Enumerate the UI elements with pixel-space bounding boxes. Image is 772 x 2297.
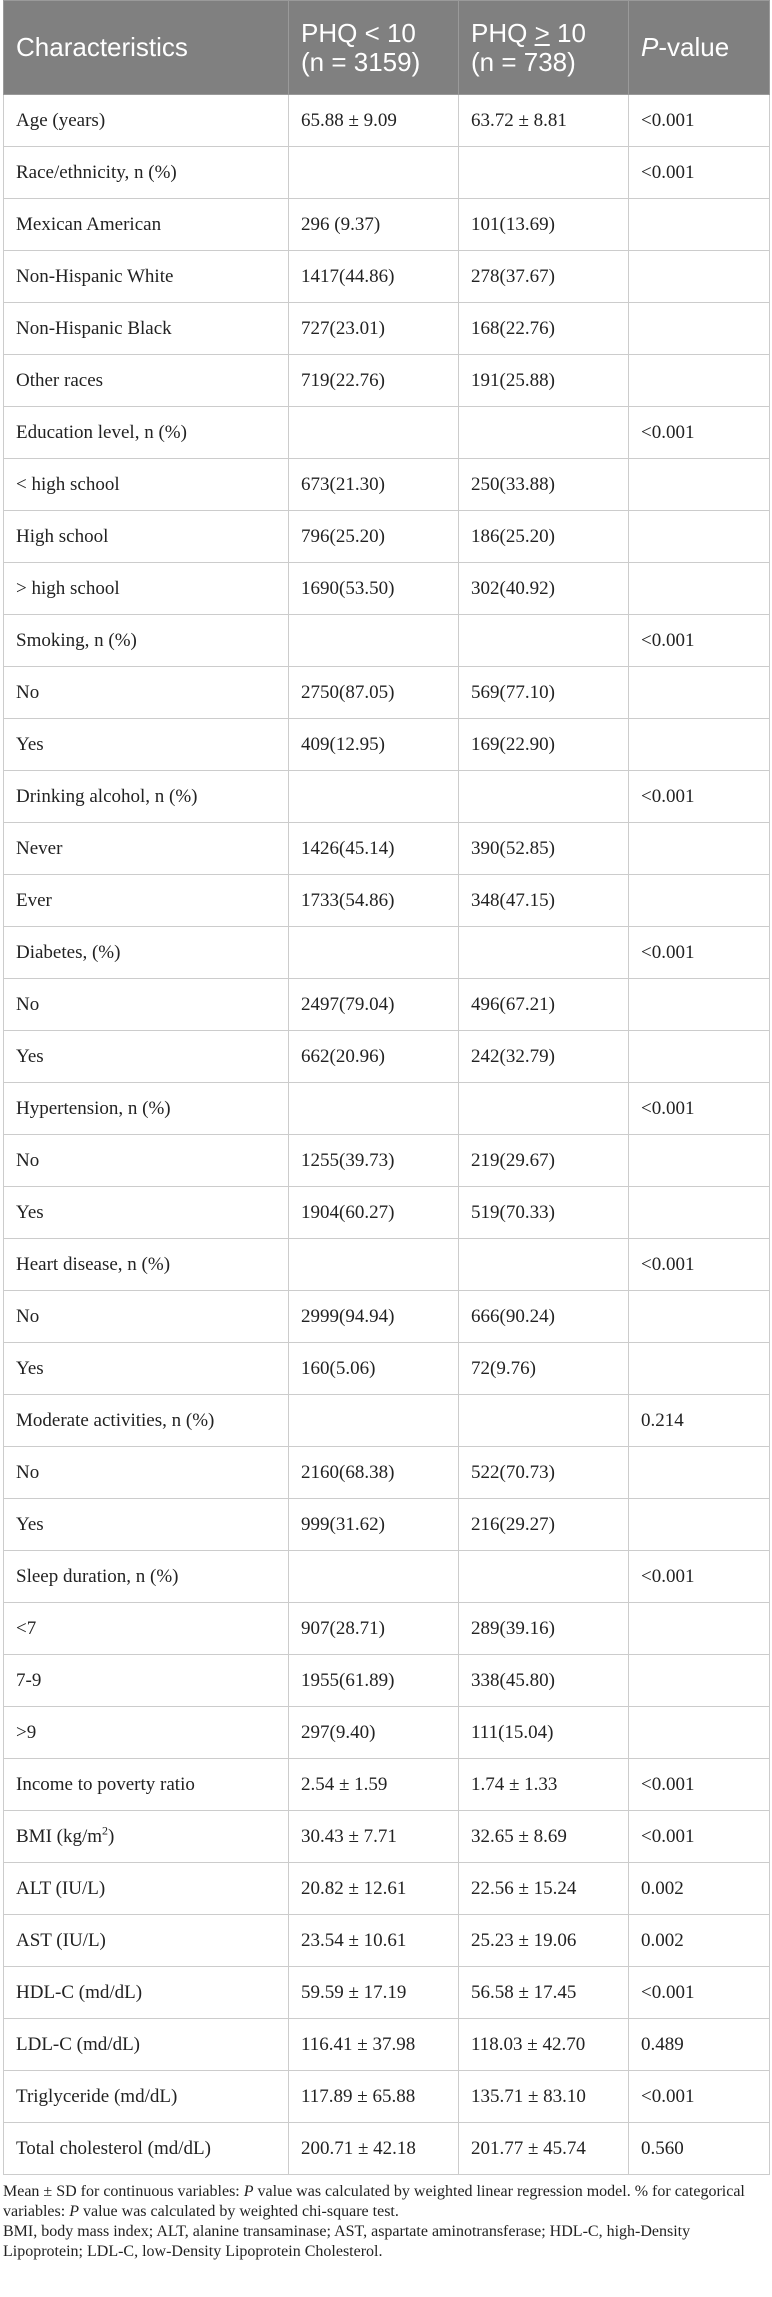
row-label (4, 875, 289, 927)
cell-p-value (629, 1135, 770, 1187)
cell-phq-lt-10 (289, 147, 459, 199)
row-label-end: ) (108, 1825, 115, 1847)
row-label (4, 1187, 289, 1239)
row-label (4, 1499, 289, 1551)
table-row (4, 1707, 770, 1759)
row-label (4, 1603, 289, 1655)
row-label-text: Drinking alcohol, n (%) (16, 785, 198, 807)
table-row (4, 1343, 770, 1395)
cell-phq-lt-10: 719(22.76) (289, 355, 459, 407)
cell-phq-ge-10 (459, 1083, 629, 1135)
row-label-text: < high school (16, 473, 120, 495)
cell-phq-lt-10 (289, 1551, 459, 1603)
cell-phq-ge-10: 390(52.85) (459, 823, 629, 875)
cell-phq-ge-10: 191(25.88) (459, 355, 629, 407)
cell-p-value (629, 979, 770, 1031)
footnote-1-p-italic: P (243, 2183, 254, 2200)
cell-p-value: <0.001 (629, 1759, 770, 1811)
header-phq-lt-10 (289, 1, 459, 95)
cell-phq-lt-10: 1733(54.86) (289, 875, 459, 927)
row-label (4, 1863, 289, 1915)
cell-phq-lt-10 (289, 771, 459, 823)
footnote-1-part-c: value was calculated by weighted chi-square test. (78, 2203, 399, 2220)
row-label-text: Race/ethnicity, n (%) (16, 161, 177, 183)
row-label-text: No (16, 993, 40, 1015)
cell-phq-lt-10: 23.54 ± 10.61 (289, 1915, 459, 1967)
row-label-text: Education level, n (%) (16, 421, 187, 443)
row-label (4, 1915, 289, 1967)
row-label-text: <7 (16, 1617, 37, 1639)
cell-phq-ge-10 (459, 771, 629, 823)
cell-p-value: <0.001 (629, 1083, 770, 1135)
header-phq-lt-10-line2: (n = 3159) (301, 46, 421, 77)
table-header (4, 1, 770, 95)
table-footnotes (3, 2175, 769, 2262)
cell-phq-ge-10: 242(32.79) (459, 1031, 629, 1083)
cell-p-value (629, 1031, 770, 1083)
table-row (4, 1395, 770, 1447)
table-row (4, 771, 770, 823)
row-label-text: Income to poverty ratio (16, 1773, 195, 1795)
row-label (4, 2019, 289, 2071)
table-row (4, 1863, 770, 1915)
row-label-text: Mexican American (16, 213, 162, 235)
cell-p-value (629, 1343, 770, 1395)
row-label-text: No (16, 1305, 40, 1327)
row-label (4, 615, 289, 667)
row-label-superscript: 2 (102, 1823, 109, 1838)
row-label (4, 823, 289, 875)
cell-phq-lt-10: 200.71 ± 42.18 (289, 2123, 459, 2175)
row-label-text: No (16, 1461, 40, 1483)
cell-phq-ge-10: 201.77 ± 45.74 (459, 2123, 629, 2175)
cell-p-value (629, 1603, 770, 1655)
row-label-text: Non-Hispanic Black (16, 317, 172, 339)
cell-phq-ge-10: 25.23 ± 19.06 (459, 1915, 629, 1967)
cell-phq-ge-10: 186(25.20) (459, 511, 629, 563)
cell-phq-lt-10: 59.59 ± 17.19 (289, 1967, 459, 2019)
cell-phq-ge-10: 22.56 ± 15.24 (459, 1863, 629, 1915)
cell-p-value: <0.001 (629, 147, 770, 199)
cell-phq-ge-10: 63.72 ± 8.81 (459, 95, 629, 147)
table-row (4, 1499, 770, 1551)
row-label (4, 251, 289, 303)
cell-phq-ge-10: 118.03 ± 42.70 (459, 2019, 629, 2071)
table-row (4, 251, 770, 303)
cell-phq-lt-10: 1426(45.14) (289, 823, 459, 875)
cell-p-value: 0.560 (629, 2123, 770, 2175)
characteristics-table (3, 0, 770, 2175)
row-label (4, 355, 289, 407)
cell-phq-lt-10: 1690(53.50) (289, 563, 459, 615)
cell-phq-lt-10: 1904(60.27) (289, 1187, 459, 1239)
header-p-rest: -value (658, 32, 730, 62)
table-row (4, 147, 770, 199)
cell-p-value (629, 1187, 770, 1239)
row-label (4, 1967, 289, 2019)
cell-p-value: <0.001 (629, 2071, 770, 2123)
cell-p-value: <0.001 (629, 1811, 770, 1863)
table-row (4, 2019, 770, 2071)
cell-p-value (629, 875, 770, 927)
header-phq-lt-10-line1: PHQ < 10 (301, 17, 416, 48)
table-row (4, 1655, 770, 1707)
row-label-text: Sleep duration, n (%) (16, 1565, 179, 1587)
row-label-text: Age (years) (16, 109, 106, 131)
row-label (4, 1551, 289, 1603)
table-row (4, 199, 770, 251)
row-label-text: Hypertension, n (%) (16, 1097, 171, 1119)
cell-phq-ge-10: 348(47.15) (459, 875, 629, 927)
cell-p-value: 0.002 (629, 1863, 770, 1915)
table-row (4, 407, 770, 459)
row-label-text: 7-9 (16, 1669, 42, 1691)
row-label-text: Yes (16, 1201, 44, 1223)
table-row (4, 2071, 770, 2123)
cell-p-value (629, 1447, 770, 1499)
table-row (4, 1811, 770, 1863)
header-phq-ge-10-prefix: PHQ (471, 17, 535, 48)
row-label (4, 1811, 289, 1863)
header-phq-ge-10-symbol: > (534, 17, 550, 48)
cell-p-value (629, 1707, 770, 1759)
row-label-text: > high school (16, 577, 120, 599)
table-row (4, 459, 770, 511)
cell-phq-ge-10 (459, 1551, 629, 1603)
header-row (4, 1, 770, 95)
cell-p-value (629, 459, 770, 511)
footnote-abbreviations: BMI, body mass index; ALT, alanine transaminase; AST, aspartate aminotransferase; HDL-C, high-Density Lipoprotein; LDL-C, low-Density Lipoprotein Cholesterol. (3, 2223, 691, 2260)
footnote-1-part-a: Mean ± SD for continuous variables: (3, 2183, 244, 2200)
header-p-value (629, 1, 770, 95)
row-label-text: BMI (kg/m (16, 1825, 103, 1847)
table-row (4, 1759, 770, 1811)
table-row (4, 1083, 770, 1135)
row-label-text: Yes (16, 1357, 44, 1379)
cell-p-value (629, 303, 770, 355)
row-label (4, 1343, 289, 1395)
table-document (3, 0, 769, 2262)
row-label (4, 1395, 289, 1447)
cell-phq-ge-10: 101(13.69) (459, 199, 629, 251)
cell-phq-lt-10: 1417(44.86) (289, 251, 459, 303)
row-label-text: Yes (16, 733, 44, 755)
cell-p-value (629, 1499, 770, 1551)
table-row (4, 511, 770, 563)
header-phq-ge-10-line2: (n = 738) (471, 46, 576, 77)
cell-phq-lt-10: 1955(61.89) (289, 1655, 459, 1707)
cell-phq-ge-10: 569(77.10) (459, 667, 629, 719)
cell-phq-ge-10: 338(45.80) (459, 1655, 629, 1707)
cell-phq-ge-10: 219(29.67) (459, 1135, 629, 1187)
cell-phq-ge-10: 302(40.92) (459, 563, 629, 615)
cell-p-value: <0.001 (629, 771, 770, 823)
cell-phq-lt-10: 999(31.62) (289, 1499, 459, 1551)
row-label-text: AST (IU/L) (16, 1929, 106, 1951)
cell-phq-lt-10: 1255(39.73) (289, 1135, 459, 1187)
row-label (4, 459, 289, 511)
row-label (4, 979, 289, 1031)
row-label-text: >9 (16, 1721, 37, 1743)
table-row (4, 1135, 770, 1187)
row-label (4, 1083, 289, 1135)
cell-phq-lt-10: 297(9.40) (289, 1707, 459, 1759)
cell-p-value: 0.214 (629, 1395, 770, 1447)
table-row (4, 979, 770, 1031)
cell-phq-ge-10 (459, 1395, 629, 1447)
row-label-text: Other races (16, 369, 104, 391)
table-row (4, 927, 770, 979)
cell-phq-ge-10: 519(70.33) (459, 1187, 629, 1239)
table-row (4, 823, 770, 875)
row-label-text: Triglyceride (md/dL) (16, 2085, 178, 2107)
row-label (4, 147, 289, 199)
cell-phq-ge-10: 1.74 ± 1.33 (459, 1759, 629, 1811)
row-label-text: No (16, 681, 40, 703)
row-label (4, 199, 289, 251)
row-label-text: Yes (16, 1513, 44, 1535)
cell-phq-lt-10: 296 (9.37) (289, 199, 459, 251)
row-label (4, 511, 289, 563)
row-label-text: Heart disease, n (%) (16, 1253, 171, 1275)
row-label (4, 1759, 289, 1811)
cell-phq-lt-10: 673(21.30) (289, 459, 459, 511)
row-label (4, 1291, 289, 1343)
row-label (4, 1135, 289, 1187)
row-label (4, 2071, 289, 2123)
cell-phq-ge-10: 496(67.21) (459, 979, 629, 1031)
row-label-text: Never (16, 837, 63, 859)
table-row (4, 1291, 770, 1343)
row-label (4, 1031, 289, 1083)
row-label-text: Total cholesterol (md/dL) (16, 2137, 211, 2159)
cell-p-value (629, 667, 770, 719)
row-label (4, 667, 289, 719)
cell-p-value: <0.001 (629, 1239, 770, 1291)
table-row (4, 1967, 770, 2019)
cell-phq-lt-10: 409(12.95) (289, 719, 459, 771)
row-label (4, 771, 289, 823)
row-label-text: High school (16, 525, 109, 547)
cell-p-value: <0.001 (629, 927, 770, 979)
cell-phq-lt-10: 2999(94.94) (289, 1291, 459, 1343)
table-row (4, 2123, 770, 2175)
cell-phq-ge-10 (459, 1239, 629, 1291)
cell-phq-ge-10: 250(33.88) (459, 459, 629, 511)
cell-phq-lt-10: 796(25.20) (289, 511, 459, 563)
cell-p-value: 0.002 (629, 1915, 770, 1967)
table-row (4, 719, 770, 771)
cell-p-value (629, 199, 770, 251)
cell-phq-lt-10 (289, 1395, 459, 1447)
row-label-text: Moderate activities, n (%) (16, 1409, 215, 1431)
cell-phq-lt-10: 2497(79.04) (289, 979, 459, 1031)
cell-phq-lt-10: 65.88 ± 9.09 (289, 95, 459, 147)
cell-p-value (629, 511, 770, 563)
cell-phq-ge-10 (459, 927, 629, 979)
header-characteristics-label: Characteristics (16, 32, 188, 62)
table-row (4, 1915, 770, 1967)
cell-phq-ge-10: 666(90.24) (459, 1291, 629, 1343)
cell-phq-lt-10: 2750(87.05) (289, 667, 459, 719)
cell-p-value: <0.001 (629, 1967, 770, 2019)
cell-phq-lt-10: 662(20.96) (289, 1031, 459, 1083)
cell-phq-lt-10: 727(23.01) (289, 303, 459, 355)
cell-phq-ge-10: 278(37.67) (459, 251, 629, 303)
cell-phq-ge-10: 522(70.73) (459, 1447, 629, 1499)
cell-phq-ge-10 (459, 407, 629, 459)
header-phq-ge-10 (459, 1, 629, 95)
cell-p-value (629, 719, 770, 771)
row-label (4, 719, 289, 771)
table-row (4, 667, 770, 719)
cell-phq-lt-10 (289, 615, 459, 667)
cell-p-value: <0.001 (629, 95, 770, 147)
table-row (4, 875, 770, 927)
cell-phq-ge-10: 56.58 ± 17.45 (459, 1967, 629, 2019)
footnote-statistics (3, 2182, 765, 2222)
header-phq-ge-10-number: 10 (549, 17, 586, 48)
row-label-text: LDL-C (md/dL) (16, 2033, 141, 2055)
cell-p-value (629, 1291, 770, 1343)
table-row (4, 95, 770, 147)
cell-phq-ge-10: 135.71 ± 83.10 (459, 2071, 629, 2123)
cell-p-value (629, 355, 770, 407)
footnote-1-p2-italic: P (69, 2203, 79, 2220)
table-row (4, 615, 770, 667)
table-row (4, 1239, 770, 1291)
table-row (4, 563, 770, 615)
row-label (4, 1239, 289, 1291)
cell-phq-lt-10 (289, 1083, 459, 1135)
row-label (4, 303, 289, 355)
row-label (4, 95, 289, 147)
cell-p-value (629, 251, 770, 303)
table-row (4, 355, 770, 407)
row-label (4, 407, 289, 459)
cell-p-value: <0.001 (629, 407, 770, 459)
row-label (4, 927, 289, 979)
cell-p-value (629, 823, 770, 875)
cell-phq-lt-10: 160(5.06) (289, 1343, 459, 1395)
cell-phq-lt-10 (289, 1239, 459, 1291)
table-row (4, 303, 770, 355)
cell-phq-lt-10: 117.89 ± 65.88 (289, 2071, 459, 2123)
cell-phq-ge-10: 169(22.90) (459, 719, 629, 771)
row-label-text: Non-Hispanic White (16, 265, 174, 287)
table-row (4, 1603, 770, 1655)
cell-phq-ge-10 (459, 147, 629, 199)
row-label (4, 563, 289, 615)
row-label (4, 1447, 289, 1499)
cell-phq-lt-10: 2160(68.38) (289, 1447, 459, 1499)
cell-phq-ge-10: 32.65 ± 8.69 (459, 1811, 629, 1863)
cell-phq-ge-10: 289(39.16) (459, 1603, 629, 1655)
cell-phq-lt-10 (289, 927, 459, 979)
header-p-italic: P (641, 32, 659, 62)
footnote-1-part-b: value was calculated by weighted linear regression model. % for categorical variables: (3, 2183, 745, 2220)
cell-phq-lt-10: 30.43 ± 7.71 (289, 1811, 459, 1863)
cell-phq-lt-10: 20.82 ± 12.61 (289, 1863, 459, 1915)
cell-phq-ge-10 (459, 615, 629, 667)
cell-phq-lt-10 (289, 407, 459, 459)
cell-phq-lt-10: 116.41 ± 37.98 (289, 2019, 459, 2071)
cell-phq-lt-10: 2.54 ± 1.59 (289, 1759, 459, 1811)
table-row (4, 1551, 770, 1603)
cell-p-value: <0.001 (629, 1551, 770, 1603)
table-row (4, 1187, 770, 1239)
row-label-text: Ever (16, 889, 52, 911)
cell-phq-ge-10: 216(29.27) (459, 1499, 629, 1551)
row-label-text: HDL-C (md/dL) (16, 1981, 143, 2003)
row-label (4, 2123, 289, 2175)
row-label (4, 1655, 289, 1707)
cell-phq-ge-10: 111(15.04) (459, 1707, 629, 1759)
table-row (4, 1031, 770, 1083)
cell-phq-ge-10: 72(9.76) (459, 1343, 629, 1395)
cell-phq-lt-10: 907(28.71) (289, 1603, 459, 1655)
row-label-text: Smoking, n (%) (16, 629, 137, 651)
cell-p-value (629, 1655, 770, 1707)
row-label-text: No (16, 1149, 40, 1171)
cell-p-value: <0.001 (629, 615, 770, 667)
cell-phq-ge-10: 168(22.76) (459, 303, 629, 355)
row-label (4, 1707, 289, 1759)
cell-p-value: 0.489 (629, 2019, 770, 2071)
header-characteristics (4, 1, 289, 95)
table-body (4, 95, 770, 2175)
row-label-text: ALT (IU/L) (16, 1877, 106, 1899)
row-label-text: Diabetes, (%) (16, 941, 121, 963)
table-row (4, 1447, 770, 1499)
row-label-text: Yes (16, 1045, 44, 1067)
cell-p-value (629, 563, 770, 615)
